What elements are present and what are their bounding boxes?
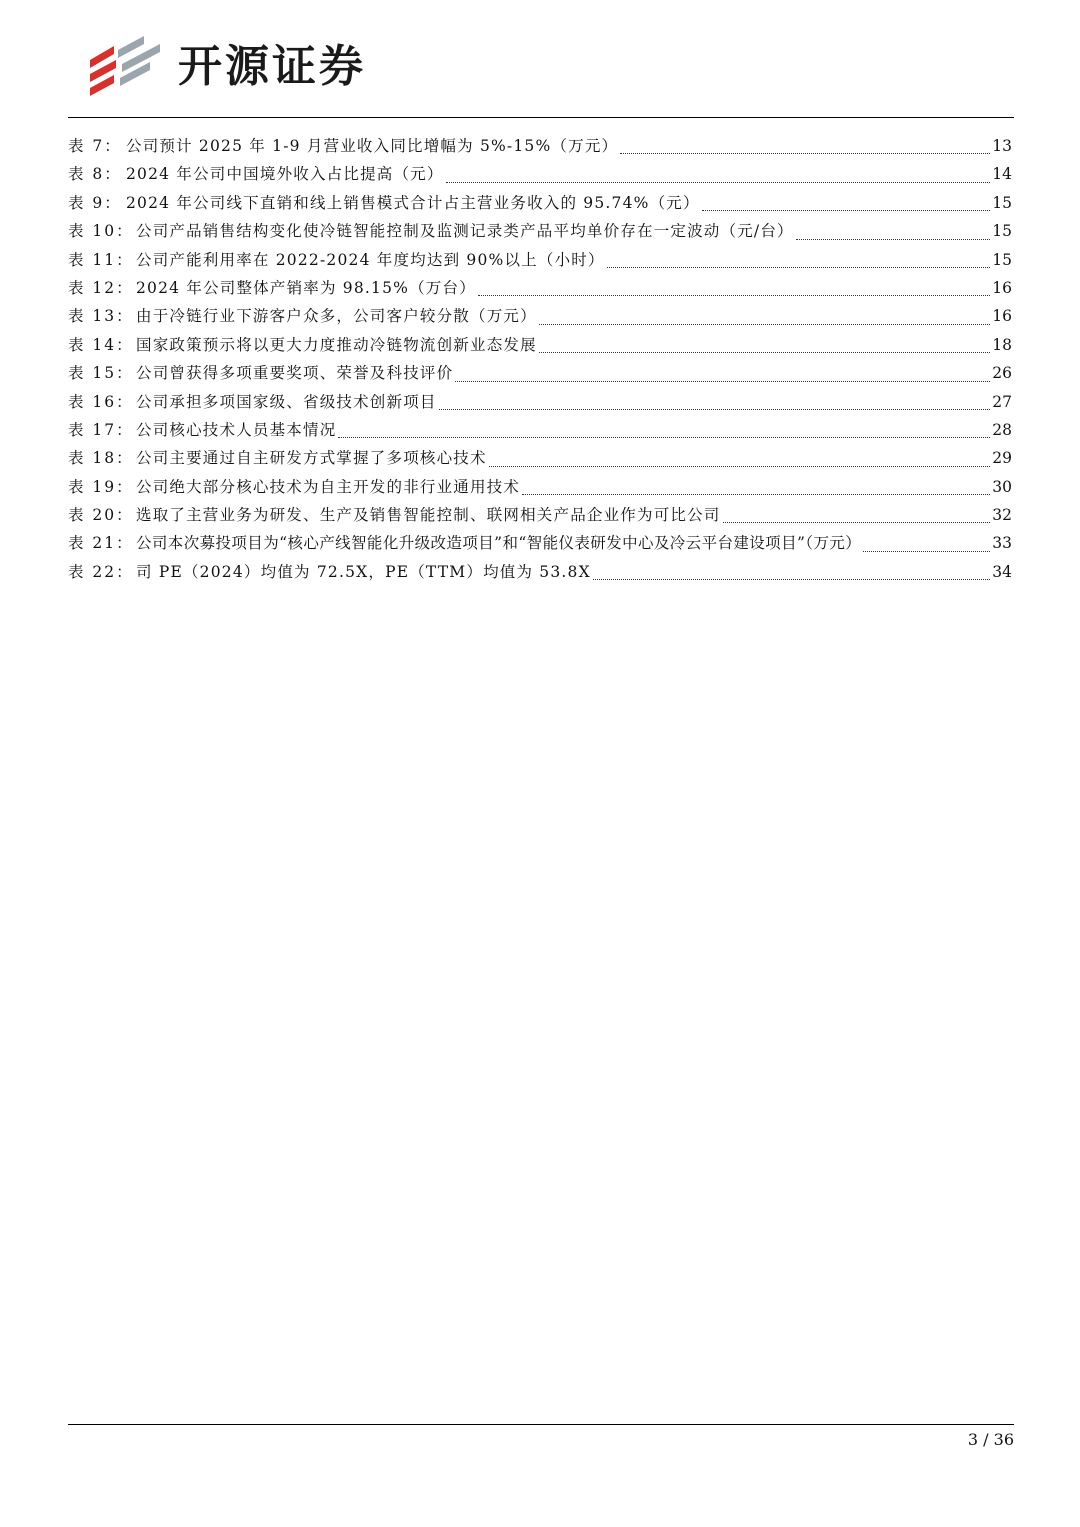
toc-entry[interactable] bbox=[68, 248, 1012, 276]
toc-entry-label: 表 11： bbox=[68, 250, 134, 269]
toc-leader-dots bbox=[863, 550, 990, 552]
toc-entry-label: 表 18： bbox=[68, 449, 134, 468]
toc-leader-dots bbox=[338, 436, 990, 438]
toc-entry-label: 表 9： bbox=[68, 193, 122, 212]
toc-entry[interactable] bbox=[68, 333, 1012, 361]
toc-leader-dots bbox=[593, 578, 990, 580]
toc-entry-title: 2024 年公司中国境外收入占比提高（元） bbox=[126, 165, 444, 184]
toc-entry-title: 公司产品销售结构变化使冷链智能控制及监测记录类产品平均单价存在一定波动（元/台） bbox=[136, 222, 794, 241]
toc-entry[interactable] bbox=[68, 390, 1012, 418]
page-number: 3 / 36 bbox=[967, 1430, 1014, 1449]
toc-entry[interactable] bbox=[68, 162, 1012, 190]
toc-entry[interactable] bbox=[68, 475, 1012, 503]
toc-entry-title: 选取了主营业务为研发、生产及销售智能控制、联网相关产品企业作为可比公司 bbox=[136, 506, 721, 525]
toc-entry[interactable] bbox=[68, 418, 1012, 446]
toc-entry[interactable] bbox=[68, 276, 1012, 304]
toc-entry-title: 公司本次募投项目为“核心产线智能化升级改造项目”和“智能仪表研发中心及冷云平台建设项目”（万元） bbox=[136, 534, 862, 553]
toc-entry-title: 2024 年公司线下直销和线上销售模式合计占主营业务收入的 95.74%（元） bbox=[126, 193, 700, 212]
toc-entry-page: 30 bbox=[992, 477, 1012, 496]
toc-leader-dots bbox=[478, 294, 990, 296]
toc-entry-page: 29 bbox=[992, 449, 1012, 468]
toc-entry[interactable] bbox=[68, 304, 1012, 332]
toc-entry-page: 32 bbox=[992, 506, 1012, 525]
toc-entry-title: 国家政策预示将以更大力度推动冷链物流创新业态发展 bbox=[136, 335, 537, 354]
brand-name: 开源证券 bbox=[178, 41, 366, 92]
toc-entry-title: 2024 年公司整体产销率为 98.15%（万台） bbox=[136, 278, 476, 297]
toc-entry-label: 表 16： bbox=[68, 392, 134, 411]
toc-leader-dots bbox=[455, 380, 990, 382]
toc-leader-dots bbox=[607, 266, 990, 268]
toc-entry-label: 表 17： bbox=[68, 420, 134, 439]
toc-entry-title: 公司承担多项国家级、省级技术创新项目 bbox=[136, 392, 437, 411]
toc-entry-title: 公司核心技术人员基本情况 bbox=[136, 420, 337, 439]
toc-leader-dots bbox=[723, 521, 990, 523]
toc-entry[interactable] bbox=[68, 560, 1012, 588]
toc-entry-label: 表 7： bbox=[68, 137, 122, 155]
toc-entry-label: 表 8： bbox=[68, 165, 122, 184]
toc-entry-page: 14 bbox=[992, 165, 1012, 184]
toc-entry[interactable] bbox=[68, 531, 1012, 559]
toc-leader-dots bbox=[539, 351, 990, 353]
toc-entry-label: 表 10： bbox=[68, 222, 134, 241]
toc-entry[interactable] bbox=[68, 503, 1012, 531]
header-divider bbox=[68, 117, 1014, 118]
toc-entry-page: 28 bbox=[992, 420, 1012, 439]
toc-entry-label: 表 20： bbox=[68, 506, 134, 525]
toc-entry-title: 公司绝大部分核心技术为自主开发的非行业通用技术 bbox=[136, 477, 521, 496]
toc-entry-title: 公司曾获得多项重要奖项、荣誉及科技评价 bbox=[136, 364, 454, 383]
toc-leader-dots bbox=[620, 152, 990, 154]
toc-entry-label: 表 14： bbox=[68, 335, 134, 354]
toc-entry-page: 15 bbox=[992, 222, 1012, 241]
toc-entry-label: 表 21： bbox=[68, 534, 134, 553]
toc-entry-page: 26 bbox=[992, 364, 1012, 383]
table-of-contents bbox=[68, 134, 1012, 588]
toc-entry[interactable] bbox=[68, 191, 1012, 219]
toc-entry-page: 16 bbox=[992, 278, 1012, 297]
toc-entry[interactable] bbox=[68, 134, 1012, 162]
toc-leader-dots bbox=[489, 465, 990, 467]
toc-entry-title: 由于冷链行业下游客户众多，公司客户较分散（万元） bbox=[136, 307, 537, 326]
toc-leader-dots bbox=[439, 408, 990, 410]
toc-entry-label: 表 22： bbox=[68, 562, 134, 581]
brand-logo-icon bbox=[88, 34, 166, 96]
toc-entry-title: 司 PE（2024）均值为 72.5X，PE（TTM）均值为 53.8X bbox=[136, 562, 591, 581]
toc-entry-page: 18 bbox=[992, 335, 1012, 354]
toc-entry-label: 表 15： bbox=[68, 364, 134, 383]
toc-leader-dots bbox=[702, 209, 990, 211]
toc-entry-page: 27 bbox=[992, 392, 1012, 411]
footer-divider bbox=[68, 1424, 1014, 1425]
toc-leader-dots bbox=[796, 238, 990, 240]
toc-entry[interactable] bbox=[68, 361, 1012, 389]
toc-entry-title: 公司预计 2025 年 1-9 月营业收入同比增幅为 5%-15%（万元） bbox=[126, 137, 619, 155]
page-header bbox=[0, 0, 1080, 120]
toc-entry[interactable] bbox=[68, 219, 1012, 247]
toc-entry-page: 15 bbox=[992, 250, 1012, 269]
toc-leader-dots bbox=[522, 493, 990, 495]
toc-entry-title: 公司主要通过自主研发方式掌握了多项核心技术 bbox=[136, 449, 487, 468]
toc-entry-page: 33 bbox=[992, 534, 1012, 553]
toc-entry-label: 表 12： bbox=[68, 278, 134, 297]
toc-entry-page: 34 bbox=[992, 562, 1012, 581]
toc-entry-label: 表 13： bbox=[68, 307, 134, 326]
toc-entry-page: 15 bbox=[992, 193, 1012, 212]
toc-leader-dots bbox=[446, 181, 990, 183]
toc-entry-page: 16 bbox=[992, 307, 1012, 326]
toc-entry-label: 表 19： bbox=[68, 477, 134, 496]
toc-entry-title: 公司产能利用率在 2022-2024 年度均达到 90%以上（小时） bbox=[136, 250, 605, 269]
toc-entry-page: 13 bbox=[992, 137, 1012, 155]
toc-entry[interactable] bbox=[68, 446, 1012, 474]
toc-leader-dots bbox=[539, 323, 990, 325]
